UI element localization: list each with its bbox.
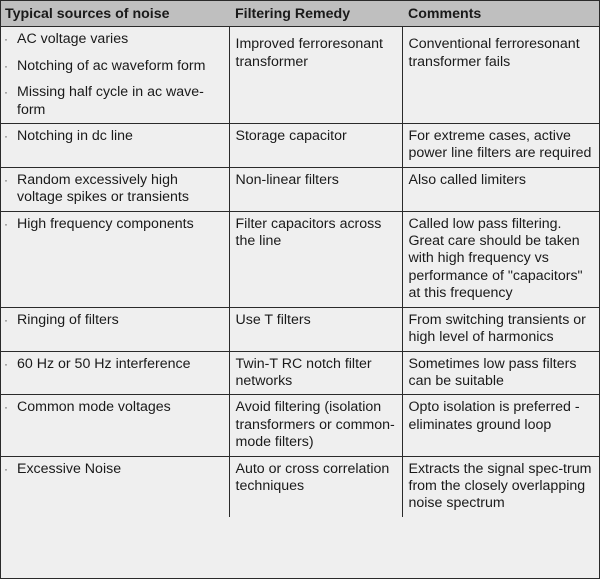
- source-cell: [1, 211, 229, 307]
- table-body: [1, 27, 599, 517]
- source-text: Excessive Noise: [17, 460, 122, 477]
- comments-cell: From switching transients or high level of harmonics: [402, 307, 599, 351]
- comments-cell: Conventional ferroresonant transformer fails: [402, 27, 599, 124]
- source-cell: [1, 307, 229, 351]
- comments-cell: Called low pass filtering. Great care should be taken with high frequency vs performance of "capacitors" at this frequency: [402, 211, 599, 307]
- source-item: [1, 356, 225, 373]
- table-row: [1, 395, 599, 456]
- source-cell: [1, 456, 229, 517]
- source-text: Ringing of filters: [17, 311, 119, 328]
- table-header: [1, 1, 599, 27]
- header-remedy: Filtering Remedy: [229, 1, 402, 27]
- bullet-icon: ·: [4, 129, 8, 144]
- remedy-cell: Filter capacitors across the line: [229, 211, 402, 307]
- source-item: [1, 31, 225, 48]
- source-text: Notching of ac waveform form: [17, 57, 206, 74]
- bullet-icon: ·: [4, 356, 8, 371]
- source-item: [1, 128, 225, 145]
- comments-cell: Also called limiters: [402, 167, 599, 211]
- source-text: AC voltage varies: [17, 31, 129, 48]
- bullet-icon: ·: [4, 58, 8, 73]
- source-text: Common mode voltages: [17, 399, 171, 416]
- source-item: [1, 172, 225, 207]
- remedy-cell: Use T filters: [229, 307, 402, 351]
- header-sources: Typical sources of noise: [1, 1, 229, 27]
- source-text: Missing half cycle in ac wave-form: [17, 84, 204, 118]
- remedy-cell: Auto or cross correlation techniques: [229, 456, 402, 517]
- remedy-cell: Non-linear filters: [229, 167, 402, 211]
- source-text: Notching in dc line: [17, 128, 133, 145]
- source-cell: [1, 167, 229, 211]
- noise-filtering-table: [1, 1, 599, 517]
- bullet-icon: ·: [4, 85, 8, 100]
- table-row: [1, 27, 599, 124]
- source-item: [1, 461, 225, 478]
- comments-cell: For extreme cases, active power line filters are required: [402, 124, 599, 168]
- source-text: High frequency components: [17, 215, 194, 232]
- bullet-icon: ·: [4, 400, 8, 415]
- source-item: [1, 84, 225, 119]
- source-item: [1, 312, 225, 329]
- table-row: [1, 456, 599, 517]
- source-text: Random excessively high voltage spikes or transients: [17, 171, 189, 206]
- comments-cell: Sometimes low pass filters can be suitable: [402, 351, 599, 395]
- remedy-cell: Avoid filtering (isolation transformers or common-mode filters): [229, 395, 402, 456]
- header-row: [1, 1, 599, 27]
- source-cell: [1, 27, 229, 124]
- source-text: 60 Hz or 50 Hz interference: [17, 355, 191, 372]
- source-item: [1, 58, 225, 75]
- source-item: [1, 399, 225, 416]
- bullet-icon: ·: [4, 461, 8, 476]
- bullet-icon: ·: [4, 32, 8, 47]
- source-item: [1, 216, 225, 233]
- source-cell: [1, 124, 229, 168]
- table-row: [1, 351, 599, 395]
- table-row: [1, 211, 599, 307]
- bullet-icon: ·: [4, 172, 8, 187]
- remedy-cell: Storage capacitor: [229, 124, 402, 168]
- header-comments: Comments: [402, 1, 599, 27]
- bullet-icon: ·: [4, 216, 8, 231]
- remedy-cell: Improved ferroresonant transformer: [229, 27, 402, 124]
- comments-cell: Opto isolation is preferred - eliminates ground loop: [402, 395, 599, 456]
- table-row: [1, 307, 599, 351]
- remedy-cell: Twin-T RC notch filter networks: [229, 351, 402, 395]
- source-cell: [1, 351, 229, 395]
- bullet-icon: ·: [4, 312, 8, 327]
- table-row: [1, 167, 599, 211]
- table-row: [1, 124, 599, 168]
- source-cell: [1, 395, 229, 456]
- comments-cell: Extracts the signal spec-trum from the closely overlapping noise spectrum: [402, 456, 599, 517]
